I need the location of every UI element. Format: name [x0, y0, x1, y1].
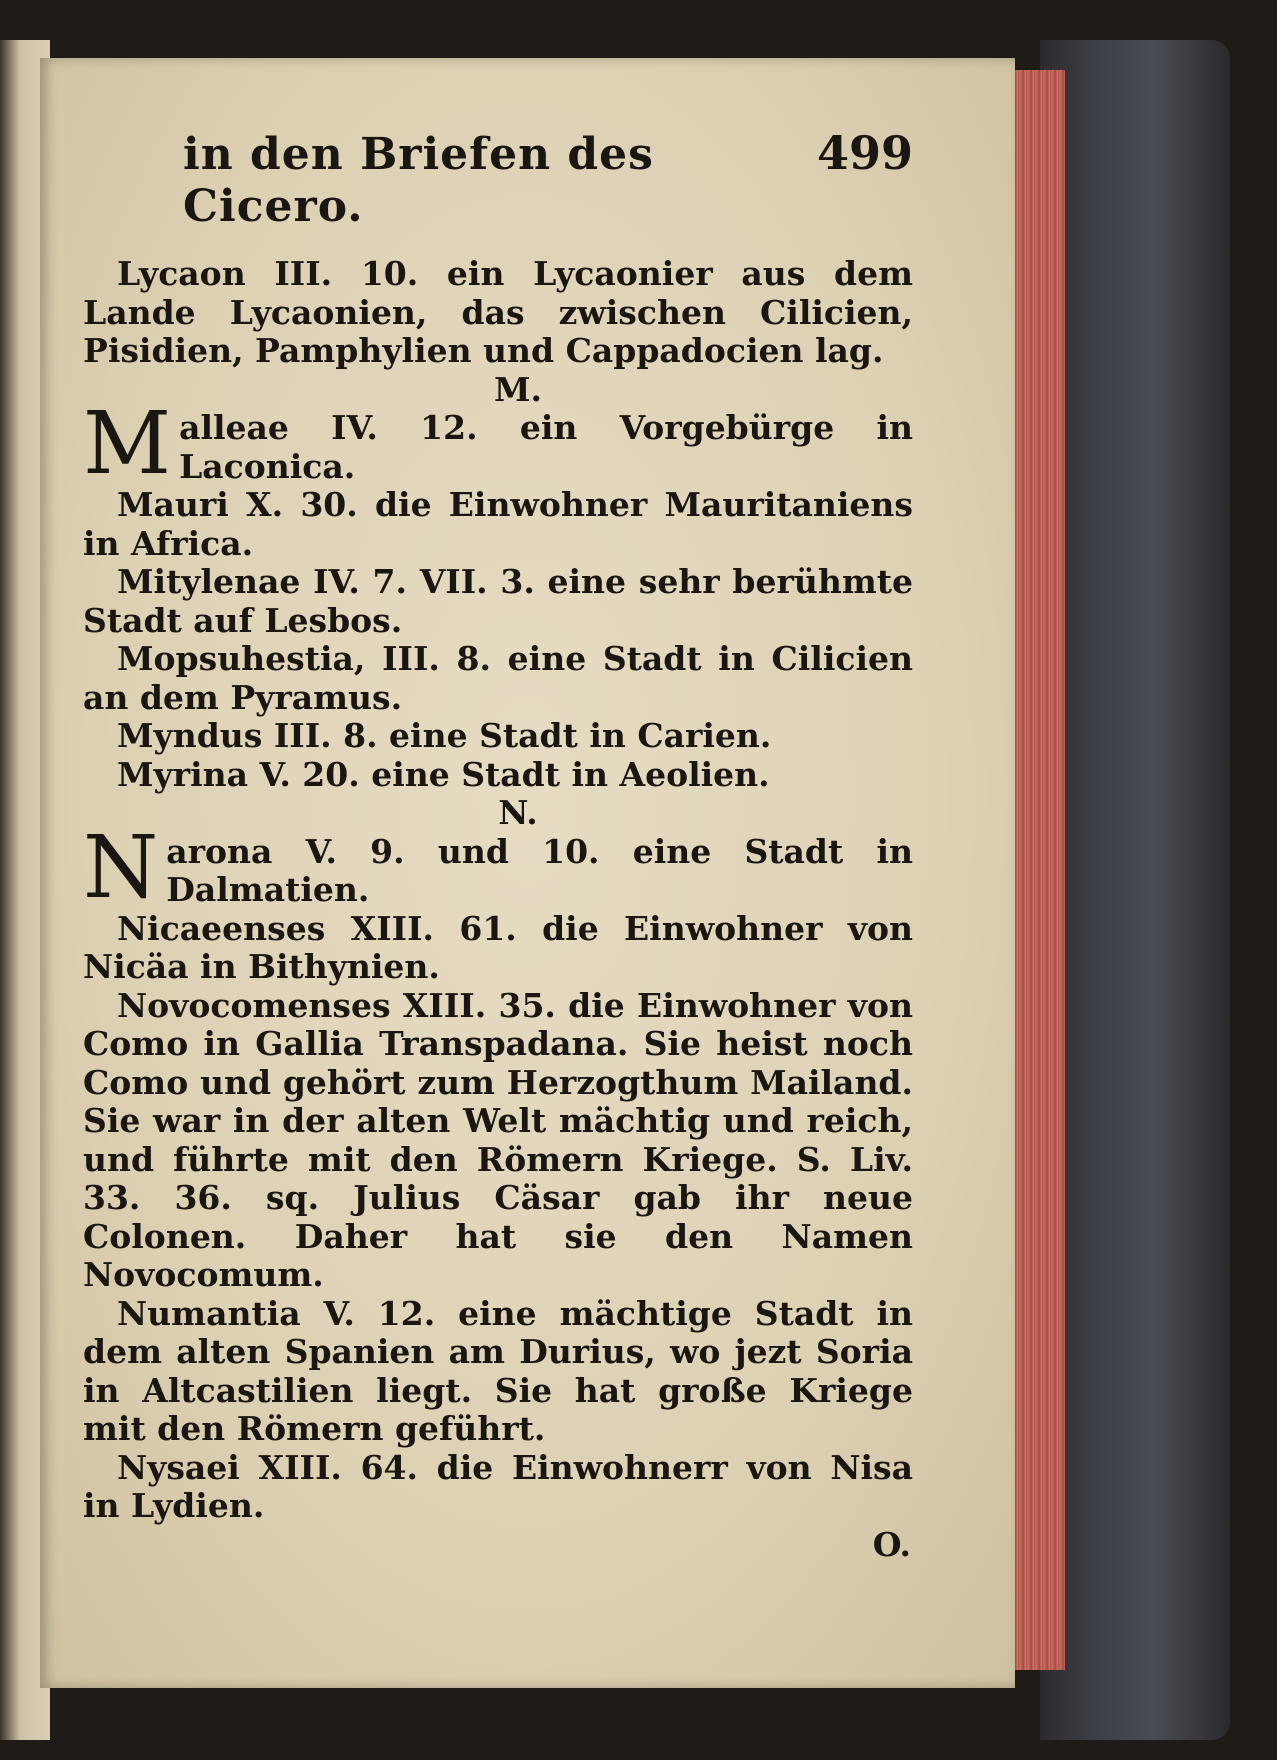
section-heading-m: M. [493, 369, 543, 409]
entry-mauri: Mauri X. 30. die Einwohner Mauritaniens in Africa. [83, 485, 913, 563]
entry-nicaeenses: Nicaeenses XIII. 61. die Einwohner von Nicäa in Bithynien. [83, 908, 913, 986]
book-cover-edge [1040, 40, 1230, 1740]
running-header [83, 127, 913, 233]
entry-myrina: Myrina V. 20. eine Stadt in Aeolien. [117, 754, 770, 794]
catchword: O. [872, 1524, 911, 1564]
entry-mopsuhestia: Mopsuhestia, III. 8. eine Stadt in Cilicien an dem Pyramus. [83, 639, 913, 717]
entry-nysaei: Nysaei XIII. 64. die Einwohnerr von Nisa in Lydien. [83, 1447, 913, 1525]
entry-myndus: Myndus III. 8. eine Stadt in Carien. [117, 716, 772, 755]
entry-narona-text: arona V. 9. und 10. eine Stadt in Dalmatien. [166, 831, 913, 909]
entry-narona [83, 817, 913, 918]
entry-malleae-text: alleae IV. 12. ein Vorgebürge in Laconica. [179, 408, 913, 486]
drop-initial-m: M [83, 394, 172, 494]
red-page-edges [1010, 70, 1065, 1670]
page-text [83, 127, 913, 1564]
entry-mitylenae: Mitylenae IV. 7. VII. 3. eine sehr berühmte Stadt auf Lesbos. [83, 562, 913, 640]
entry-lycaon: Lycaon III. 10. ein Lycaonier aus dem Lande Lycaonien, das zwischen Cilicien, Pisidien, Pamphylien und Cappadocien lag. [83, 254, 913, 370]
entry-novocomenses: Novocomenses XIII. 35. die Einwohner von Como in Gallia Transpadana. Sie heist noch Como und gehört zum Herzogthum Mailand. Sie war in der alten Welt mächtig und reich, und führte mit den Römern Kriege. S. Liv. 33. 36. sq. Julius Cäsar gab ihr neue Colonen. Daher hat sie den Namen Novocomum. [83, 985, 913, 1294]
section-heading-n: N. [498, 793, 538, 832]
entry-numantia: Numantia V. 12. eine mächtige Stadt in dem alten Spanien am Durius, wo jezt Soria in Altcastilien liegt. Sie hat große Kriege mit den Römern geführt. [83, 1293, 913, 1448]
page-number: 499 [816, 126, 913, 180]
drop-initial-n: N [83, 817, 159, 918]
running-title: in den Briefen des Cicero. [183, 129, 654, 232]
entry-malleae [83, 394, 913, 494]
